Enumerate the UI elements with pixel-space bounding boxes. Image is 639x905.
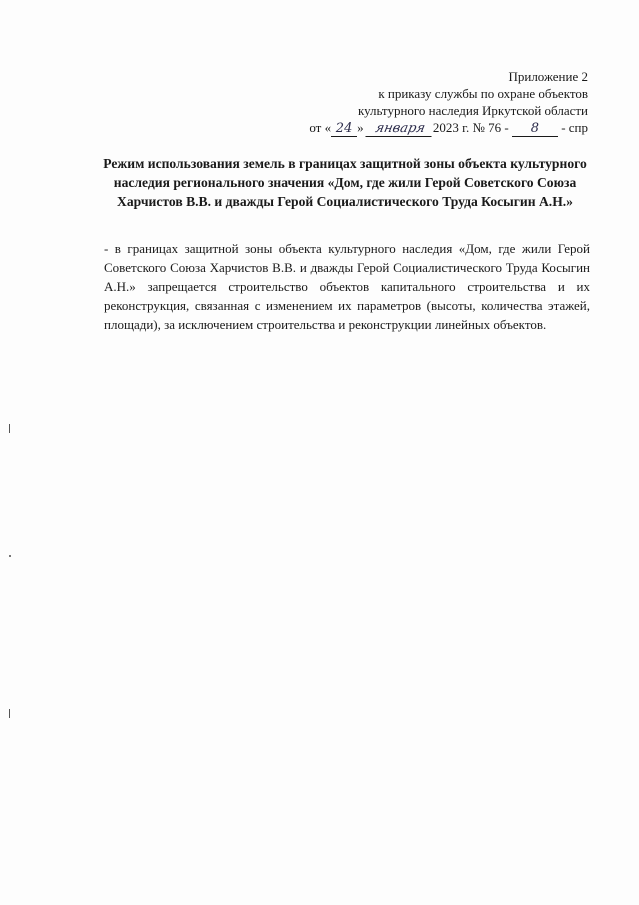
date-mid: » bbox=[357, 120, 364, 135]
order-suffix: - спр bbox=[561, 120, 588, 135]
document-title: Режим использования земель в границах защитной зоны объекта культурного наследия регионального значения «Дом, где жили Герой Советского Союза Харчистов В.В. и дважды Герой Социалистического Труда Косыгин А.Н.» bbox=[103, 156, 587, 209]
scan-margin-dot bbox=[9, 555, 11, 557]
handwritten-month: января bbox=[365, 122, 434, 137]
handwritten-order-number: 8 bbox=[512, 122, 558, 137]
appendix-header bbox=[268, 68, 588, 137]
document-body: - в границах защитной зоны объекта культурного наследия «Дом, где жили Герой Советского Союза Харчистов В.В. и дважды Герой Социалистического Труда Косыгин А.Н.» запрещается строительство объектов капитального строительства и их реконструкция, связанная с изменением их параметров (высоты, количества этажей, площади), за исключением строительства и реконструкции линейных объектов. bbox=[104, 241, 590, 332]
year-text: 2023 г. № 76 - bbox=[432, 120, 509, 135]
date-prefix: от « bbox=[309, 120, 332, 135]
appendix-agency: культурного наследия Иркутской области bbox=[357, 103, 588, 118]
appendix-order-ref: к приказу службы по охране объектов bbox=[378, 86, 588, 101]
scan-margin-mark bbox=[9, 424, 10, 433]
scan-margin-mark bbox=[9, 709, 10, 718]
appendix-number: Приложение 2 bbox=[508, 69, 588, 84]
appendix-date-line bbox=[268, 119, 588, 137]
handwritten-day: 24 bbox=[331, 122, 357, 137]
